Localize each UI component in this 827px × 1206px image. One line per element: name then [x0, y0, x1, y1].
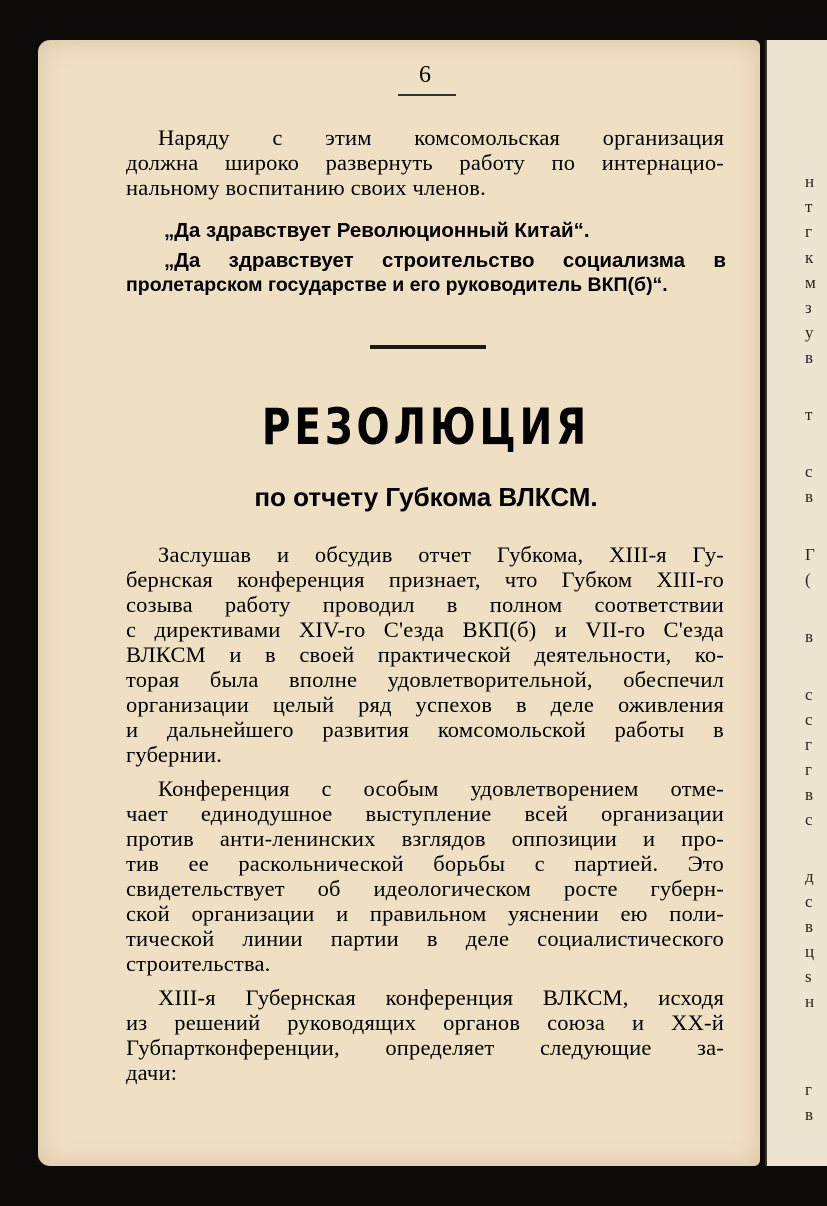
next-page-edge [765, 40, 827, 1166]
edge-letter: s [805, 967, 812, 986]
paragraph-line: чает единодушное выступление всей организации [126, 801, 724, 826]
intro-line: нальному воспитанию своих членов. [126, 175, 486, 200]
slogan-line: пролетарском государстве и его руководитель ВКП(б)“. [126, 274, 668, 296]
edge-letter: в [805, 917, 814, 936]
paragraph-line: Губпартконференции, определяет следующие за- [126, 1035, 724, 1060]
edge-letter: в [805, 1105, 814, 1124]
edge-letter: з [805, 298, 812, 317]
paragraph-line: с директивами XIV-го С'езда ВКП(б) и VII-го С'езда [126, 617, 724, 642]
paragraph-line: XIII-я Губернская конференция ВЛКСМ, исходя [158, 985, 724, 1010]
paragraph-line: дачи: [126, 1060, 178, 1085]
edge-letter: с [805, 810, 813, 829]
paragraph-line: организации целый ряд успехов в деле оживления [126, 692, 724, 717]
paragraph-line: тив ее раскольнической борьбы с партией. Это [126, 851, 724, 876]
edge-letter: с [805, 710, 813, 729]
edge-letter: ц [805, 942, 815, 961]
intro-line: должна широко развернуть работу по интернацио- [126, 150, 724, 175]
paragraph-line: бернская конференция признает, что Губком XIII-го [126, 567, 724, 592]
paragraph-line: строительства. [126, 951, 271, 976]
edge-letter: в [805, 627, 814, 646]
document-title: РЕЗОЛЮЦИЯ [261, 398, 591, 456]
edge-letter: г [805, 222, 812, 241]
edge-letter: м [805, 273, 816, 292]
paragraph-line: ской организации и правильном уяснении ею поли- [126, 901, 724, 926]
paragraph-line: Конференция с особым удовлетворением отме- [158, 776, 724, 801]
edge-letter: н [805, 992, 815, 1011]
edge-letter: т [805, 405, 813, 424]
slogan-line: „Да здравствует строительство социализма в [164, 249, 726, 272]
edge-letter: ( [805, 570, 811, 589]
section-divider [370, 345, 486, 349]
edge-letter: Г [805, 545, 815, 564]
paragraph-line: тической линии партии в деле социалистического [126, 926, 724, 951]
page-number-rule [398, 94, 456, 96]
paragraph-line: торая была вполне удовлетворительной, обеспечил [126, 667, 724, 692]
paragraph-line: созыва работу проводил в полном соответствии [126, 592, 724, 617]
edge-letter: у [805, 323, 814, 342]
slogan-line: „Да здравствует Революционный Китай“. [164, 219, 590, 242]
document-subtitle: по отчету Губкома ВЛКСМ. [254, 482, 598, 512]
page-number: 6 [419, 62, 431, 88]
edge-letter: г [805, 735, 812, 754]
edge-letter: н [805, 172, 815, 191]
edge-letter: с [805, 685, 813, 704]
edge-letter: т [805, 197, 813, 216]
edge-letter: с [805, 892, 813, 911]
paragraph-line: ВЛКСМ и в своей практической деятельности, ко- [126, 642, 724, 667]
edge-letter: в [805, 487, 814, 506]
edge-letter: в [805, 785, 814, 804]
paragraph-line: против анти-ленинских взглядов оппозиции и про- [126, 826, 724, 851]
edge-letter: г [805, 760, 812, 779]
intro-line: Наряду с этим комсомольская организация [158, 125, 724, 150]
edge-letter: к [805, 248, 814, 267]
paragraph-line: Заслушав и обсудив отчет Губкома, XIII-я Гу- [158, 542, 724, 567]
paragraph-line: и дальнейшего развития комсомольской работы в [126, 717, 724, 742]
edge-letter: д [805, 867, 814, 886]
edge-letter: в [805, 348, 814, 367]
edge-letter: г [805, 1080, 812, 1099]
paragraph-line: свидетельствует об идеологическом росте губерн- [126, 876, 724, 901]
paragraph-line: губернии. [126, 742, 223, 767]
paragraph-line: из решений руководящих органов союза и XX-й [126, 1010, 724, 1035]
edge-letter: с [805, 462, 813, 481]
